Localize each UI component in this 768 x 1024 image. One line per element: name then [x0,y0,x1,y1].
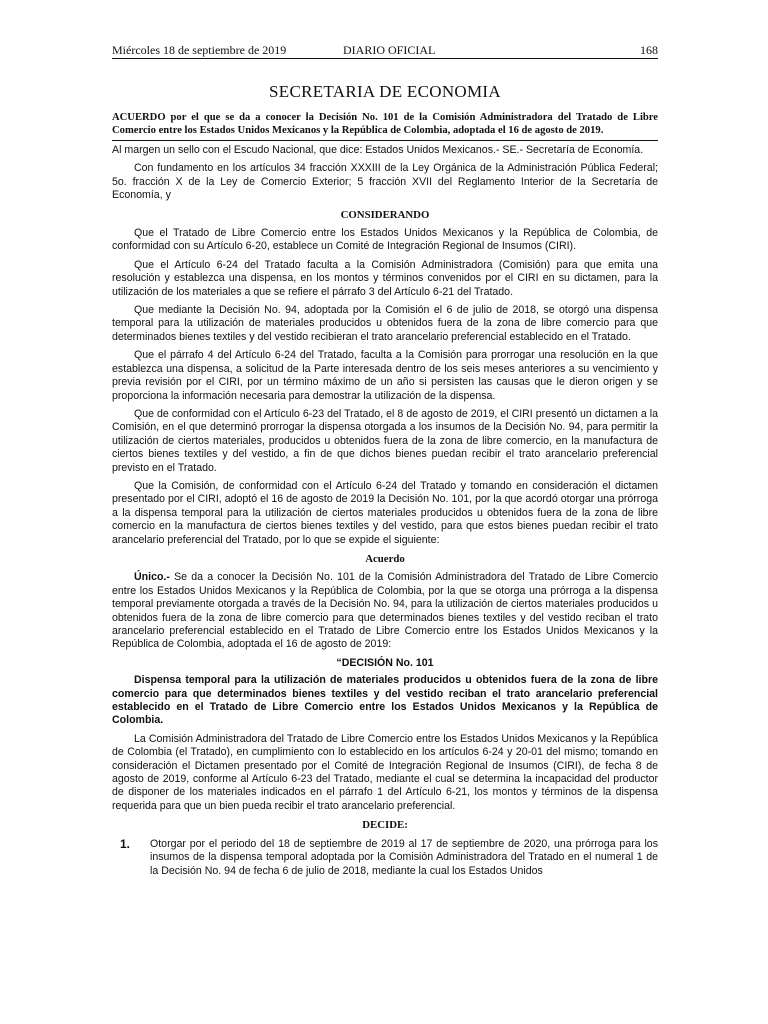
acuerdo-heading: Acuerdo [365,552,405,565]
considerando-paragraph: Que de conformidad con el Artículo 6-23 del Tratado, el 8 de agosto de 2019, el CIRI presentó un dictamen a la Comisión, en el que determinó prorrogar la dispensa otorgada a los insumos de la Decisión No. 94, para permitir la utilización de ciertos materiales, producidos u obtenidos fuera de la zona de libre comercio, en la manufactura de ciertos bienes textiles y del vestido, a fin de que dichos bienes puedan recibir el trato arancelario preferencial previsto en el Tratado. [112,407,658,474]
document-page [112,38,658,878]
unico-paragraph [112,571,658,651]
decision-body: La Comisión Administradora del Tratado de Libre Comercio entre los Estados Unidos Mexicanos y la República de Colombia (el Tratado), en cumplimiento con lo establecido en los artículos 6-24 y 20-01 del mismo; tomando en consideración el Dictamen presentado por el Comité de Integración Regional de Insumos (CIRI), de fecha 8 de agosto de 2019, conforme al Artículo 6-23 del Tratado, mediante el cual se determina la incapacidad del productor de disponer de los materiales indicados en el párrafo 1 del Artículo 6-21, los montos y términos de la dispensa requerida para que un bien pueda recibir el trato arancelario preferencial. [112,732,658,812]
department-title: SECRETARIA DE ECONOMIA [269,82,501,101]
decide-heading: DECIDE: [362,819,408,832]
unico-label: Único.- [134,571,170,584]
unico-text: Se da a conocer la Decisión No. 101 de la Comisión Administradora del Tratado de Libre Comercio entre los Estados Unidos Mexicanos y la República de Colombia, por la que se otorga una prórroga a la dispensa temporal previamente otorgada a través de la Decisión No. 94, para la utilización de ciertos materiales producidos u obtenidos fuera de la zona de libre comercio para que determinados bienes textiles y del vestido reciban el trato arancelario preferencial establecido en el Tratado de Libre Comercio entre los Estados Unidos Mexicanos y la República de Colombia, adoptada el 16 de agosto de 2019: [112,571,658,651]
header-publication: DIARIO OFICIAL [343,43,436,57]
decision-title: “DECISIÓN No. 101 [336,656,434,669]
legal-basis-paragraph: Con fundamento en los artículos 34 fracción XXXIII de la Ley Orgánica de la Administración Pública Federal; 5o. fracción X de la Ley de Comercio Exterior; 5 fracción XVII del Reglamento Interior de la Secretaría de Economía, y [112,162,658,202]
decide-item-text: Otorgar por el periodo del 18 de septiembre de 2019 al 17 de septiembre de 2020, una prórroga para los insumos de la dispensa temporal adoptada por la Comisión Administradora del Tratado en el numeral 1 de la Decisión No. 94 de fecha 6 de julio de 2018, mediante la cual los Estados Unidos [150,837,658,877]
considerando-paragraph: Que mediante la Decisión No. 94, adoptada por la Comisión el 6 de julio de 2018, se otorgó una dispensa temporal para la utilización de materiales producidos u obtenidos fuera de la zona de libre comercio para que determinados bienes textiles y del vestido recibieran el trato arancelario preferencial establecido en el Tratado. [112,304,658,343]
considerando-paragraph: Que el párrafo 4 del Artículo 6-24 del Tratado, faculta a la Comisión para prorrogar una resolución en la que establezca una dispensa, a solicitud de la Parte interesada dentro de los seis meses anteriores a su vencimiento y previa revisión por el CIRI, por un término máximo de un año si persisten las causas que le dieron origen y se proporciona la información necesaria para demostrar la utilización de la dispensa. [112,349,658,402]
considerando-paragraph: Que el Artículo 6-24 del Tratado faculta a la Comisión Administradora (Comisión) para que emita una resolución y establezca una dispensa, en los montos y términos convenidos por el CIRI en su dictamen, para la utilización de los materiales a que se refiere el párrafo 3 del Artículo 6-21 del Tratado. [112,258,658,298]
decree-title: ACUERDO por el que se da a conocer la Decisión No. 101 de la Comisión Administradora del Tratado de Libre Comercio entre los Estados Unidos Mexicanos y la República de Colombia, adoptada el 16 de agosto de 2019. [112,111,658,141]
header-page-number: 168 [640,43,658,57]
considerando-paragraph: Que la Comisión, de conformidad con el Artículo 6-24 del Tratado y tomando en consideración el dictamen presentado por el CIRI, adoptó el 16 de agosto de 2019 la Decisión No. 101, por la que acordó otorgar una prórroga a la dispensa temporal para la utilización de ciertos materiales producidos u obtenidos fuera de la zona de libre comercio en la manufactura de ciertos bienes textiles y del vestido, para que estos bienes puedan recibir el trato arancelario preferencial del Tratado, por lo que se expide el siguiente: [112,479,658,546]
document-body [112,144,658,878]
decision-subtitle: Dispensa temporal para la utilización de materiales producidos u obtenidos fuera de la zona de libre comercio para que determinados bienes textiles y del vestido reciban el trato arancelario preferencial establecido en el Tratado de Libre Comercio entre los Estados Unidos Mexicanos y la República de Colombia. [112,674,658,727]
decide-item [112,838,658,878]
seal-paragraph: Al margen un sello con el Escudo Nacional, que dice: Estados Unidos Mexicanos.- SE.- Secretaría de Economía. [112,144,644,156]
page-header [112,38,658,59]
considerando-heading: CONSIDERANDO [340,208,430,221]
header-date: Miércoles 18 de septiembre de 2019 [112,43,287,57]
decide-item-number: 1. [120,836,131,851]
considerando-paragraph: Que el Tratado de Libre Comercio entre los Estados Unidos Mexicanos y la República de Colombia, de conformidad con su Artículo 6-20, establece un Comité de Integración Regional de Insumos (CIRI). [112,227,658,253]
